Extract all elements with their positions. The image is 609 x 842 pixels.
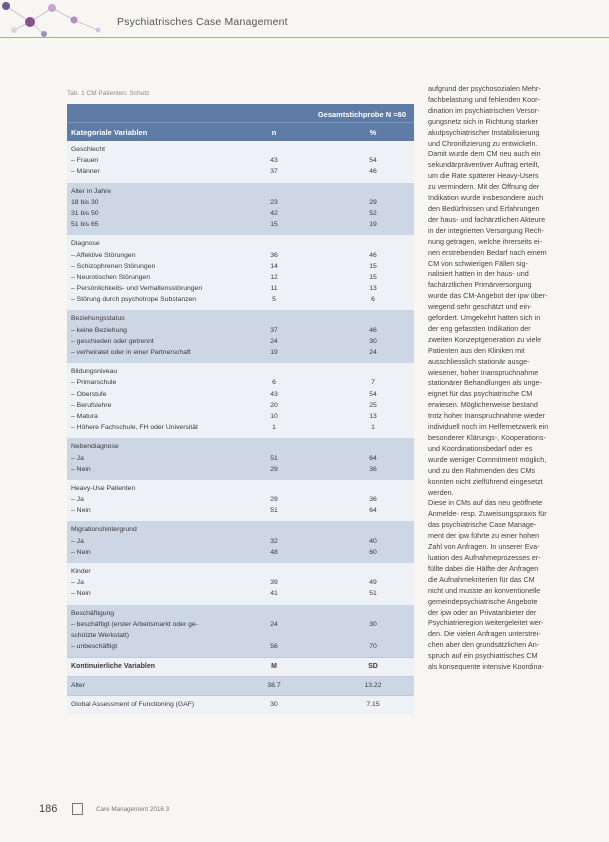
text-line: aufgrund der psychosozialen Mehr- bbox=[428, 84, 541, 93]
page-header bbox=[0, 0, 609, 40]
text-line: als konsequente intensive Koordina- bbox=[428, 662, 544, 672]
table-group bbox=[67, 480, 414, 522]
table-row bbox=[67, 209, 414, 220]
text-line: zu vermindern. Mit der Öffnung der bbox=[428, 182, 540, 192]
continuous-header-row bbox=[67, 657, 414, 676]
row-label: – geschieden oder getrennt bbox=[71, 337, 154, 345]
table-group bbox=[67, 438, 414, 480]
table-group bbox=[67, 521, 414, 563]
text-line: wurde weniger Commitment möglich, bbox=[428, 454, 547, 464]
table-row bbox=[67, 631, 414, 642]
row-label: – Primarschule bbox=[71, 379, 117, 387]
row-percent: 19 bbox=[369, 221, 377, 229]
row-percent: 64 bbox=[369, 454, 377, 462]
row-n: 39 bbox=[270, 579, 278, 587]
text-line: nen erstrebenden Bedarf nach einem bbox=[428, 247, 547, 257]
row-n: 6 bbox=[272, 379, 276, 387]
text-line: luation des Aufnahmeprozesses er- bbox=[428, 552, 541, 562]
row-label: – Höhere Fachschule, FH oder Universität bbox=[71, 424, 198, 432]
table-row bbox=[67, 578, 414, 589]
table-header bbox=[67, 104, 414, 141]
table-row bbox=[67, 506, 414, 517]
text-line: füllte dabei die Hälfte der Anfragen bbox=[428, 563, 539, 573]
table-row bbox=[67, 525, 414, 536]
table-row bbox=[67, 537, 414, 548]
row-n: 43 bbox=[270, 157, 278, 165]
table-row bbox=[67, 620, 414, 631]
table-row bbox=[67, 262, 414, 273]
row-label: – Nein bbox=[71, 548, 91, 556]
row-label: – Männer bbox=[71, 168, 100, 176]
table-row bbox=[67, 401, 414, 412]
row-n: 12 bbox=[270, 273, 278, 281]
row-percent: 60 bbox=[369, 548, 377, 556]
row-label: – beschäftigt (erster Arbeitsmarkt oder ge- bbox=[71, 620, 198, 628]
running-title: Psychiatrisches Case Management bbox=[117, 16, 288, 28]
table-body bbox=[67, 141, 414, 657]
row-sd: 7.15 bbox=[366, 701, 380, 709]
row-percent: 46 bbox=[369, 168, 377, 176]
table-row bbox=[67, 454, 414, 465]
table-row bbox=[67, 239, 414, 250]
text-line: und Chronifizierung zu entwickeln. bbox=[428, 138, 538, 148]
body-text-column bbox=[428, 84, 580, 673]
text-line: stationärer Behandlungen als unge- bbox=[428, 378, 542, 388]
text-line: erwiesen. Möglicherweise bestand bbox=[428, 400, 538, 410]
row-n: 24 bbox=[270, 337, 278, 345]
text-line: die Aufnahmekriterien für das CM bbox=[428, 574, 535, 584]
row-label: – Nein bbox=[71, 590, 91, 598]
text-line: Diese in CMs auf das neu geöffnete bbox=[428, 498, 543, 508]
row-percent: 52 bbox=[369, 209, 377, 217]
row-n: 24 bbox=[270, 620, 278, 628]
table-group bbox=[67, 363, 414, 438]
row-label: Alter bbox=[71, 682, 85, 690]
row-percent: 54 bbox=[369, 157, 377, 165]
text-line: der haus- und fachärztlichen Akteure bbox=[428, 214, 546, 224]
text-line: Patienten aus den Kliniken mit bbox=[428, 345, 525, 355]
row-label: schützte Werkstatt) bbox=[71, 631, 130, 639]
row-label: – Berufslehre bbox=[71, 401, 112, 409]
row-label: – Nein bbox=[71, 465, 91, 473]
text-line: der ipw oder an Privatanbieter der bbox=[428, 607, 537, 617]
table-row bbox=[67, 465, 414, 476]
row-n: 29 bbox=[270, 465, 278, 473]
row-label: – Ja bbox=[71, 579, 84, 587]
text-line: das psychiatrische Case Manage- bbox=[428, 520, 537, 530]
column-header-label: Kategoriale Variablen bbox=[71, 128, 148, 137]
molecule-logo-icon bbox=[0, 0, 115, 38]
text-line: trotz hoher Inanspruchnahme wieder bbox=[428, 411, 546, 421]
row-n: 19 bbox=[270, 349, 278, 356]
row-label: – Persönlichkeits- und Verhaltensstörungen bbox=[71, 285, 203, 293]
row-n: 43 bbox=[270, 390, 278, 398]
continuous-header-sd: SD bbox=[368, 663, 378, 671]
table-row bbox=[67, 642, 414, 653]
row-label: 31 bis 50 bbox=[71, 209, 99, 217]
row-percent: 13 bbox=[369, 412, 377, 420]
data-table bbox=[67, 104, 414, 714]
row-n: 32 bbox=[270, 537, 278, 545]
continuous-header-label: Kontinuierliche Variablen bbox=[71, 663, 156, 671]
row-percent: 46 bbox=[369, 326, 377, 334]
text-line: spruch auf ein psychiatrisches CM bbox=[428, 651, 538, 661]
row-mean: 30 bbox=[270, 701, 278, 709]
text-line: wiegend sehr geschätzt und ein- bbox=[428, 302, 532, 312]
row-n: 41 bbox=[270, 590, 278, 598]
text-line: CM von schwierigen Fällen sig- bbox=[428, 258, 528, 268]
table-row bbox=[67, 609, 414, 620]
text-line: den. Die vielen Anfragen unterstrei- bbox=[428, 629, 541, 639]
row-label: – Schizophrenen Störungen bbox=[71, 262, 156, 270]
row-label: Heavy-Use Patienten bbox=[71, 484, 136, 492]
row-percent: 25 bbox=[369, 401, 377, 409]
table-row bbox=[67, 495, 414, 506]
table-group bbox=[67, 605, 414, 658]
row-label: – Störung durch psychotrope Substanzen bbox=[71, 296, 197, 304]
row-percent: 64 bbox=[369, 507, 377, 515]
text-line: um die Rate späterer Heavy-Users bbox=[428, 171, 539, 181]
row-sd: 13.22 bbox=[364, 682, 382, 690]
row-percent: 1 bbox=[371, 424, 375, 432]
row-n: 42 bbox=[270, 209, 278, 217]
table-group bbox=[67, 563, 414, 605]
row-percent: 54 bbox=[369, 390, 377, 398]
table-group-header: Gesamtstichprobe N =60 bbox=[317, 110, 406, 119]
table-group bbox=[67, 141, 414, 183]
table-row bbox=[67, 284, 414, 295]
row-label: 18 bis 30 bbox=[71, 198, 99, 206]
text-line: fachärztlichen Primärversorgung bbox=[428, 280, 532, 290]
header-rule bbox=[0, 37, 609, 38]
table-row bbox=[67, 390, 414, 401]
row-percent: 15 bbox=[369, 273, 377, 281]
text-line: Damit wurde dem CM neu auch ein bbox=[428, 149, 541, 159]
text-line: den Bedürfnissen und Erfahrungen bbox=[428, 203, 540, 213]
row-label: – Oberstufe bbox=[71, 390, 107, 398]
table-row bbox=[67, 484, 414, 495]
table-caption: Tab. 1 CM Patienten: Schutz bbox=[67, 90, 150, 97]
row-n: 48 bbox=[270, 548, 278, 556]
row-label: Nebendiagnose bbox=[71, 443, 119, 451]
text-line: konnten nicht zielführend eingesetzt bbox=[428, 476, 543, 486]
row-label: Alter in Jahre bbox=[71, 187, 112, 195]
row-n: 29 bbox=[270, 496, 278, 504]
row-percent: 13 bbox=[369, 285, 377, 293]
continuous-row bbox=[67, 676, 414, 695]
row-n: 37 bbox=[270, 326, 278, 334]
text-line: und Koordinationsbedarf oder es bbox=[428, 443, 533, 453]
row-n: 20 bbox=[270, 401, 278, 409]
text-line: chen aber den grundsätzlichen An- bbox=[428, 640, 540, 650]
text-line: ment der ipw führte zu einer hohen bbox=[428, 531, 540, 541]
table-row bbox=[67, 273, 414, 284]
row-percent: 6 bbox=[371, 296, 375, 304]
row-percent: 46 bbox=[369, 251, 377, 259]
table-row bbox=[67, 423, 414, 434]
text-line: dination im psychiatrischen Versor- bbox=[428, 105, 540, 115]
row-n: 51 bbox=[270, 454, 278, 462]
row-label: – verheiratet oder in einer Partnerschaft bbox=[71, 349, 191, 356]
table-row bbox=[67, 326, 414, 337]
row-n: 23 bbox=[270, 198, 278, 206]
row-percent: 36 bbox=[369, 496, 377, 504]
text-line: eignet für das psychiatrische CM bbox=[428, 389, 533, 399]
table-row bbox=[67, 412, 414, 423]
row-label: 51 bis 65 bbox=[71, 221, 99, 229]
table-group bbox=[67, 183, 414, 236]
table-group bbox=[67, 235, 414, 310]
table-row bbox=[67, 348, 414, 359]
journal-icon bbox=[72, 803, 83, 815]
text-line: sekundärpräventiver Auftrag erteilt, bbox=[428, 160, 540, 170]
row-percent: 30 bbox=[369, 337, 377, 345]
row-percent: 70 bbox=[369, 643, 377, 651]
row-label: – Ja bbox=[71, 454, 84, 462]
row-n: 1 bbox=[272, 424, 276, 432]
table-row bbox=[67, 220, 414, 231]
journal-name: Care Management 2016 3 bbox=[96, 806, 170, 813]
table-row bbox=[67, 548, 414, 559]
text-line: nung getragen, welche ihrerseits ei- bbox=[428, 236, 542, 246]
table-row bbox=[67, 295, 414, 306]
row-label: – Frauen bbox=[71, 157, 99, 165]
row-n: 37 bbox=[270, 168, 278, 176]
row-percent: 15 bbox=[369, 262, 377, 270]
row-label: Beziehungsstatus bbox=[71, 315, 125, 323]
row-percent: 29 bbox=[369, 198, 377, 206]
row-label: – Nein bbox=[71, 507, 91, 515]
row-percent: 49 bbox=[369, 579, 377, 587]
continuous-row bbox=[67, 695, 414, 714]
row-label: Kinder bbox=[71, 568, 91, 575]
text-line: Psychiatrieregion weitergeleitet wer- bbox=[428, 618, 544, 628]
row-label: Migrationshintergrund bbox=[71, 526, 137, 534]
text-line: wurde das CM-Angebot der ipw über- bbox=[428, 291, 548, 301]
row-label: Beschäftigung bbox=[71, 609, 115, 617]
text-line: gungsnetz sich in Richtung starker bbox=[428, 116, 538, 126]
text-line: fachbelastung und fehlenden Koor- bbox=[428, 94, 540, 104]
continuous-header-m: M bbox=[271, 663, 277, 671]
table-row bbox=[67, 337, 414, 348]
row-n: 11 bbox=[270, 285, 278, 293]
row-n: 15 bbox=[270, 221, 278, 229]
column-header-n: n bbox=[271, 128, 277, 137]
row-label: – Affektive Störungen bbox=[71, 251, 136, 259]
row-label: Bildungsniveau bbox=[71, 368, 118, 376]
text-line: der eng gefassten Indikation der bbox=[428, 323, 531, 333]
page-number: 186 bbox=[39, 803, 58, 815]
table-row bbox=[67, 442, 414, 453]
row-mean: 38.7 bbox=[267, 682, 281, 690]
text-line: gemeindepsychiatrische Angebote bbox=[428, 596, 538, 606]
table-row bbox=[67, 156, 414, 167]
text-line: nicht und musste an konventionelle bbox=[428, 585, 541, 595]
row-percent: 7 bbox=[371, 379, 375, 387]
row-label: Geschlecht bbox=[71, 146, 106, 153]
row-n: 56 bbox=[270, 643, 278, 651]
row-n: 14 bbox=[270, 262, 278, 270]
row-label: – Neurotischen Störungen bbox=[71, 273, 150, 281]
text-line: zweiten Konzeptgeneration zu viele bbox=[428, 334, 542, 344]
row-n: 51 bbox=[270, 507, 278, 515]
text-line: Anmelde- resp. Zuweisungspraxis für bbox=[428, 509, 547, 519]
row-label: – Ja bbox=[71, 537, 84, 545]
text-line: ausschliesslich stationär ausge- bbox=[428, 356, 530, 366]
table-row bbox=[67, 145, 414, 156]
text-line: individuell noch im Helfernetzwerk ein bbox=[428, 422, 549, 432]
table-row bbox=[67, 378, 414, 389]
table-row bbox=[67, 251, 414, 262]
table-row bbox=[67, 198, 414, 209]
row-label: – Matura bbox=[71, 412, 98, 420]
text-line: in der integrierten Versorgung Rech- bbox=[428, 225, 544, 235]
row-percent: 40 bbox=[369, 537, 377, 545]
text-line: nalisiert hatten in der haus- und bbox=[428, 269, 529, 279]
row-label: – Ja bbox=[71, 496, 84, 504]
text-line: besonderer Klärungs-, Kooperations- bbox=[428, 433, 546, 442]
table-group bbox=[67, 310, 414, 363]
continuous-body bbox=[67, 676, 414, 714]
row-percent: 30 bbox=[369, 620, 377, 628]
row-label: – unbeschäftigt bbox=[71, 643, 118, 651]
row-label: Global Assessment of Functioning (GAF) bbox=[71, 701, 195, 709]
table-row bbox=[67, 567, 414, 578]
text-line: Zahl von Anfragen. In unserer Eva- bbox=[428, 542, 540, 552]
text-line: wiesener, hoher Inanspruchnahme bbox=[428, 367, 539, 377]
table-row bbox=[67, 167, 414, 178]
page-footer bbox=[0, 800, 609, 820]
column-header-percent: % bbox=[369, 128, 377, 137]
table-row bbox=[67, 314, 414, 325]
text-line: gefordert. Umgekehrt hatten sich in bbox=[428, 313, 541, 323]
row-label: Diagnose bbox=[71, 240, 100, 248]
row-percent: 36 bbox=[369, 465, 377, 473]
row-percent: 24 bbox=[369, 349, 377, 356]
table-row bbox=[67, 367, 414, 378]
row-percent: 51 bbox=[369, 590, 377, 598]
text-line: akutpsychiatrischer Instabilisierung bbox=[428, 127, 540, 137]
row-label: – keine Beziehung bbox=[71, 326, 127, 334]
text-line: Indikation wurde insbesondere auch bbox=[428, 193, 544, 203]
text-line: und zu den Rahmenden des CMs bbox=[428, 465, 536, 475]
row-n: 10 bbox=[270, 412, 278, 420]
row-n: 5 bbox=[272, 296, 276, 304]
row-n: 36 bbox=[270, 251, 278, 259]
table-row bbox=[67, 187, 414, 198]
text-line: werden. bbox=[428, 487, 454, 497]
table-row bbox=[67, 589, 414, 600]
